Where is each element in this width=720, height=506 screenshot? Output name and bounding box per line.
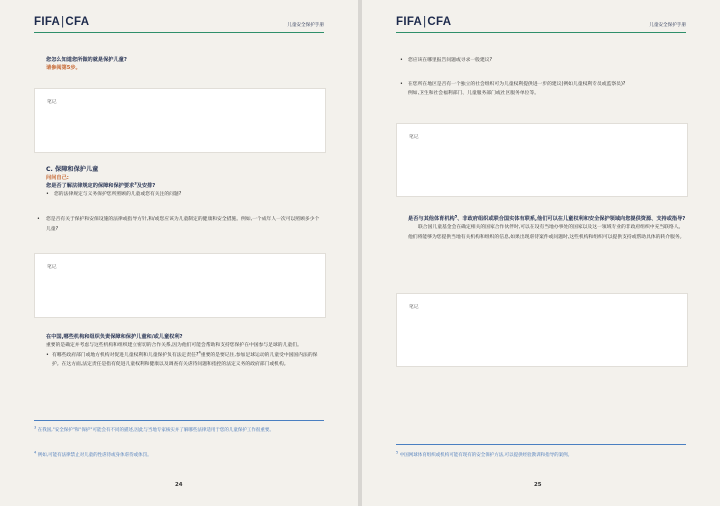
section-c [46,165,324,200]
right-page [362,0,720,506]
question: 您怎么知道您所做的就是保护儿童? [46,57,127,63]
page-number: 24 [175,482,183,488]
notes-box[interactable] [34,253,326,318]
list-item: • 您是否有关于保护和安保设施的法律或指导方针,和/或您应该为儿童制定的健康和安全措施。例如,一个成年人一次可以照顾多少个儿童? [37,217,320,232]
notes-label: 笔记 [47,100,57,105]
fifa-cfa-logo: FIFA|CFA [34,16,90,28]
page-header [34,14,324,32]
bullets-block [396,56,686,99]
footnote-divider [34,420,324,421]
footnote-marker: 4 [198,349,201,354]
list-item: • 在您所在地区是否有一个独立的社会组织可为儿童权利提供进一步的建议(例如儿童权利专员或监察员)? [400,81,626,87]
question: 您是否了解法律规定的保障和保护要求$^3$及安排? [46,181,156,189]
footnote: $^3$ 在我国,"安全保护"和"保护"可能会有不同的描述,因此与当地专家核实并了解哪些法律适用于您的儿童保护工作很重要。 [34,425,274,433]
fifa-cfa-logo: FIFA|CFA [396,16,452,28]
header-divider [34,32,324,33]
step-reference: 请参阅第5步。 [46,65,81,71]
paragraph: 例如,卫生和社会福利部门、儿童服务部门或社区服务单位等。 [408,91,540,96]
question: 在中国,哪些机构和组织负责保障和保护儿童和/或儿童权利? [46,334,183,340]
list-item: • 有哪些政府部门或地方机构对促进儿童权利和儿童保护负有法定责任?$^4$重要的是要记住,参加足球运动的儿童受中国国内法的保护。在这方面,法定责任是指有促进儿童权利和健康以及调查有关虐待问题和指控的法定义务的政府部门或机构。 [46,349,318,367]
notes-label: 笔记 [47,265,57,270]
notes-box[interactable] [34,88,326,153]
question-block [396,215,686,242]
question: 是否与其他体育机构$^5$、非政府组织或联合国实体有联系,他们可以在儿童权利和安全保护领域向您提供资源、支持或指导? [408,214,686,222]
list-item: • 您应该在哪里报告问题或寻求一般建议? [400,58,493,63]
footnote: $^5$ 中国网球体育组织或机构可能有现有的安全保护方法,可以提供经验教训和指导的案例。 [396,450,573,458]
footnote: $^4$ 例如,可能有法律禁止对儿童的性虐待或身体虐待或体罚。 [34,450,152,458]
notes-label: 笔记 [409,305,419,310]
ask-yourself-label: 问问自己: [46,175,69,181]
notes-label: 笔记 [409,135,419,140]
left-page [0,0,358,506]
question-block-1 [46,56,324,72]
notes-box[interactable] [396,293,688,367]
question-block-3 [34,333,324,370]
footnote-divider [396,444,686,445]
notes-box[interactable] [396,123,688,197]
list-item: • 您的法律规定与义务保护您所照顾的儿童或您有关注的问题? [46,190,324,200]
header-divider [396,32,686,33]
header-title: 儿童安全保护手册 [287,23,324,28]
page-number: 25 [534,482,542,488]
paragraph: 联合国儿童基金会在确定相关的国家合作伙伴时,可以在设有当地办事处的国家以及这一领域专业的非政府组织中充当联络人。他们将能够为您提供当地有关机构和组织的信息,如果出现虐待案件或问题时,这些机构和组织可以提供支持或帮助具体的转介服务。 [408,225,685,240]
footnote-marker: 3 [134,181,137,186]
header-title: 儿童安全保护手册 [649,23,686,28]
page-header [396,14,686,32]
footnote-marker: 5 [454,214,458,219]
paragraph: 重要的是确定并考虑与这些机构和组织建立密切的合作关系,因为他们可能会帮助和支持您保护在中国参与足球的儿童们。 [46,343,302,348]
section-title: C. 保障和保护儿童 [46,166,99,173]
